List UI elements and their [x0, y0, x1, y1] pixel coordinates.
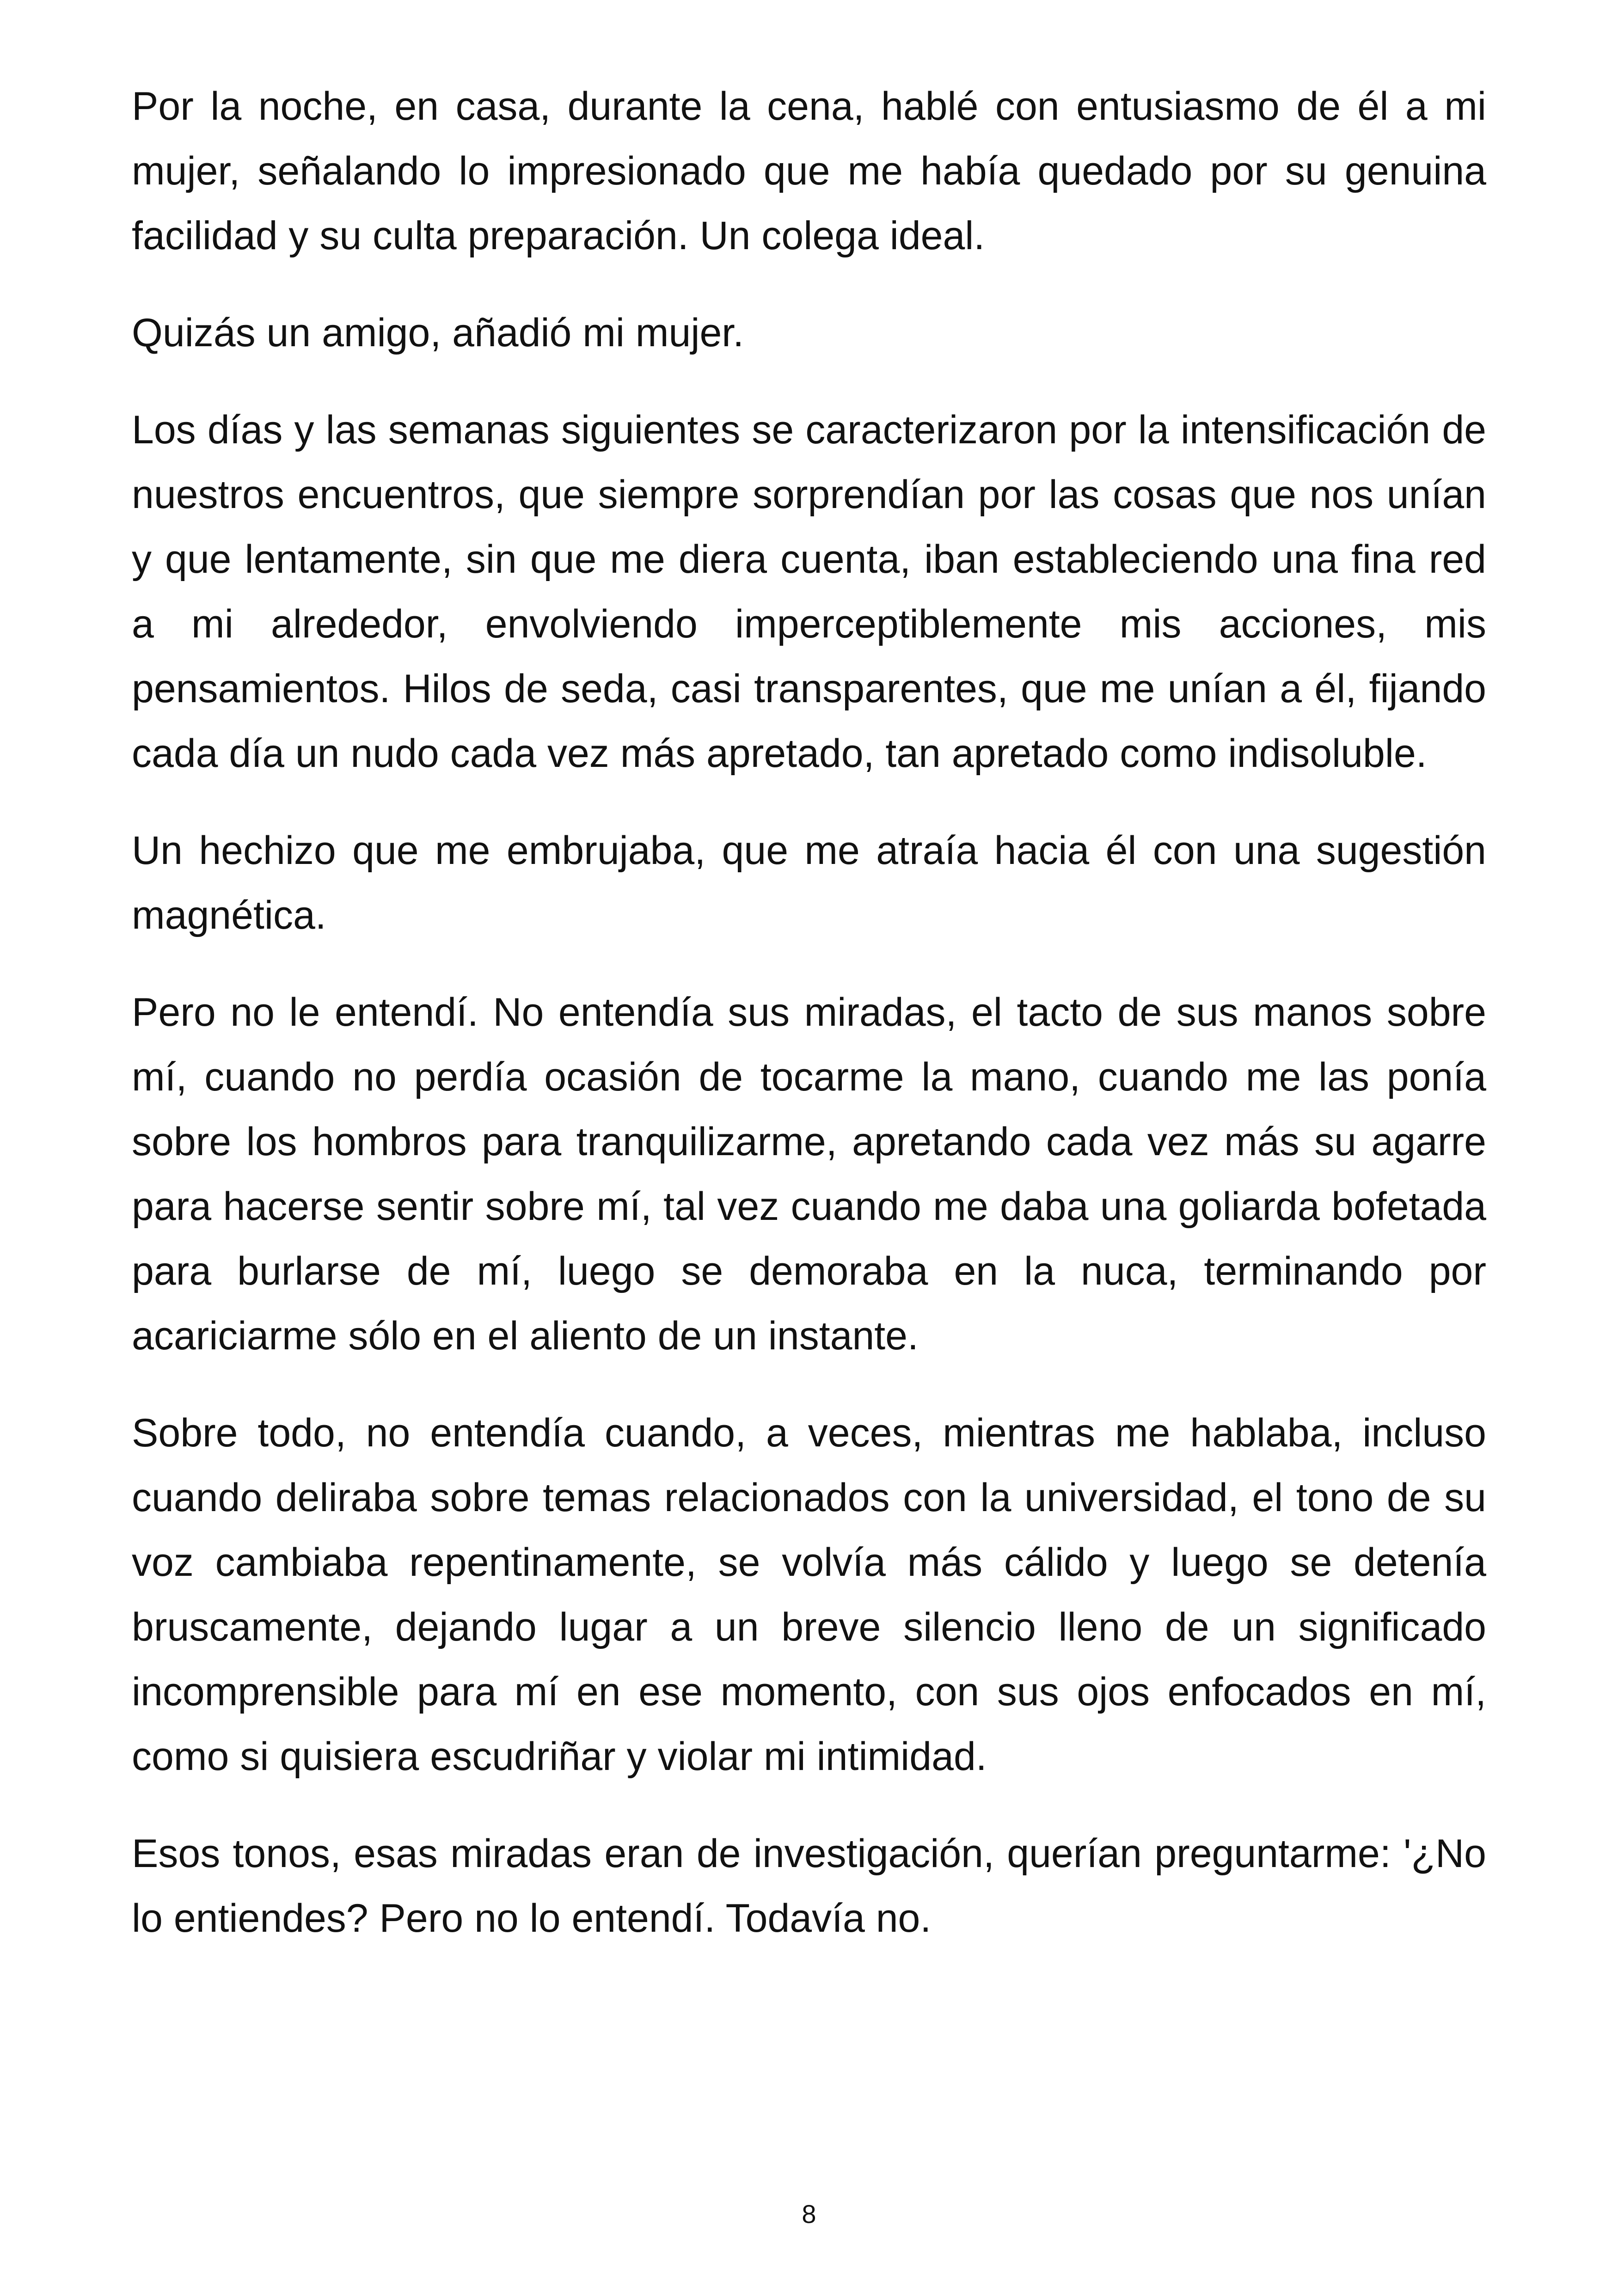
paragraph: Los días y las semanas siguientes se caracterizaron por la intensificación de nuestros encuentros, que siempre sorprendían por las cosas que nos unían y que lentamente, sin que me diera cuenta, iban estableciendo una fina red a mi alrededor, envolviendo imperceptiblemente mis acciones, mis pensamientos. Hilos de seda, casi transparentes, que me unían a él, fijando cada día un nudo cada vez más apretado, tan apretado como indisoluble. [132, 408, 1486, 776]
paragraph: Un hechizo que me embrujaba, que me atraía hacia él con una sugestión magnética. [132, 828, 1486, 937]
paragraph: Quizás un amigo, añadió mi mujer. [132, 311, 744, 355]
body-text [132, 74, 1486, 1983]
paragraph: Por la noche, en casa, durante la cena, hablé con entusiasmo de él a mi mujer, señalando lo impresionado que me había quedado por su genuina facilidad y su culta preparación. Un colega ideal. [132, 84, 1486, 258]
paragraph: Sobre todo, no entendía cuando, a veces, mientras me hablaba, incluso cuando deliraba sobre temas relacionados con la universidad, el tono de su voz cambiaba repentinamente, se volvía más cálido y luego se detenía bruscamente, dejando lugar a un breve silencio lleno de un significado incomprensible para mí en ese momento, con sus ojos enfocados en mí, como si quisiera escudriñar y violar mi intimidad. [132, 1411, 1486, 1779]
paragraph: Esos tonos, esas miradas eran de investigación, querían preguntarme: '¿No lo entiendes? Pero no lo entendí. Todavía no. [132, 1831, 1486, 1941]
page-number: 8 [802, 2199, 816, 2229]
paragraph: Pero no le entendí. No entendía sus miradas, el tacto de sus manos sobre mí, cuando no perdía ocasión de tocarme la mano, cuando me las ponía sobre los hombros para tranquilizarme, apretando cada vez más su agarre para hacerse sentir sobre mí, tal vez cuando me daba una goliarda bofetada para burlarse de mí, luego se demoraba en la nuca, terminando por acariciarme sólo en el aliento de un instante. [132, 990, 1486, 1358]
